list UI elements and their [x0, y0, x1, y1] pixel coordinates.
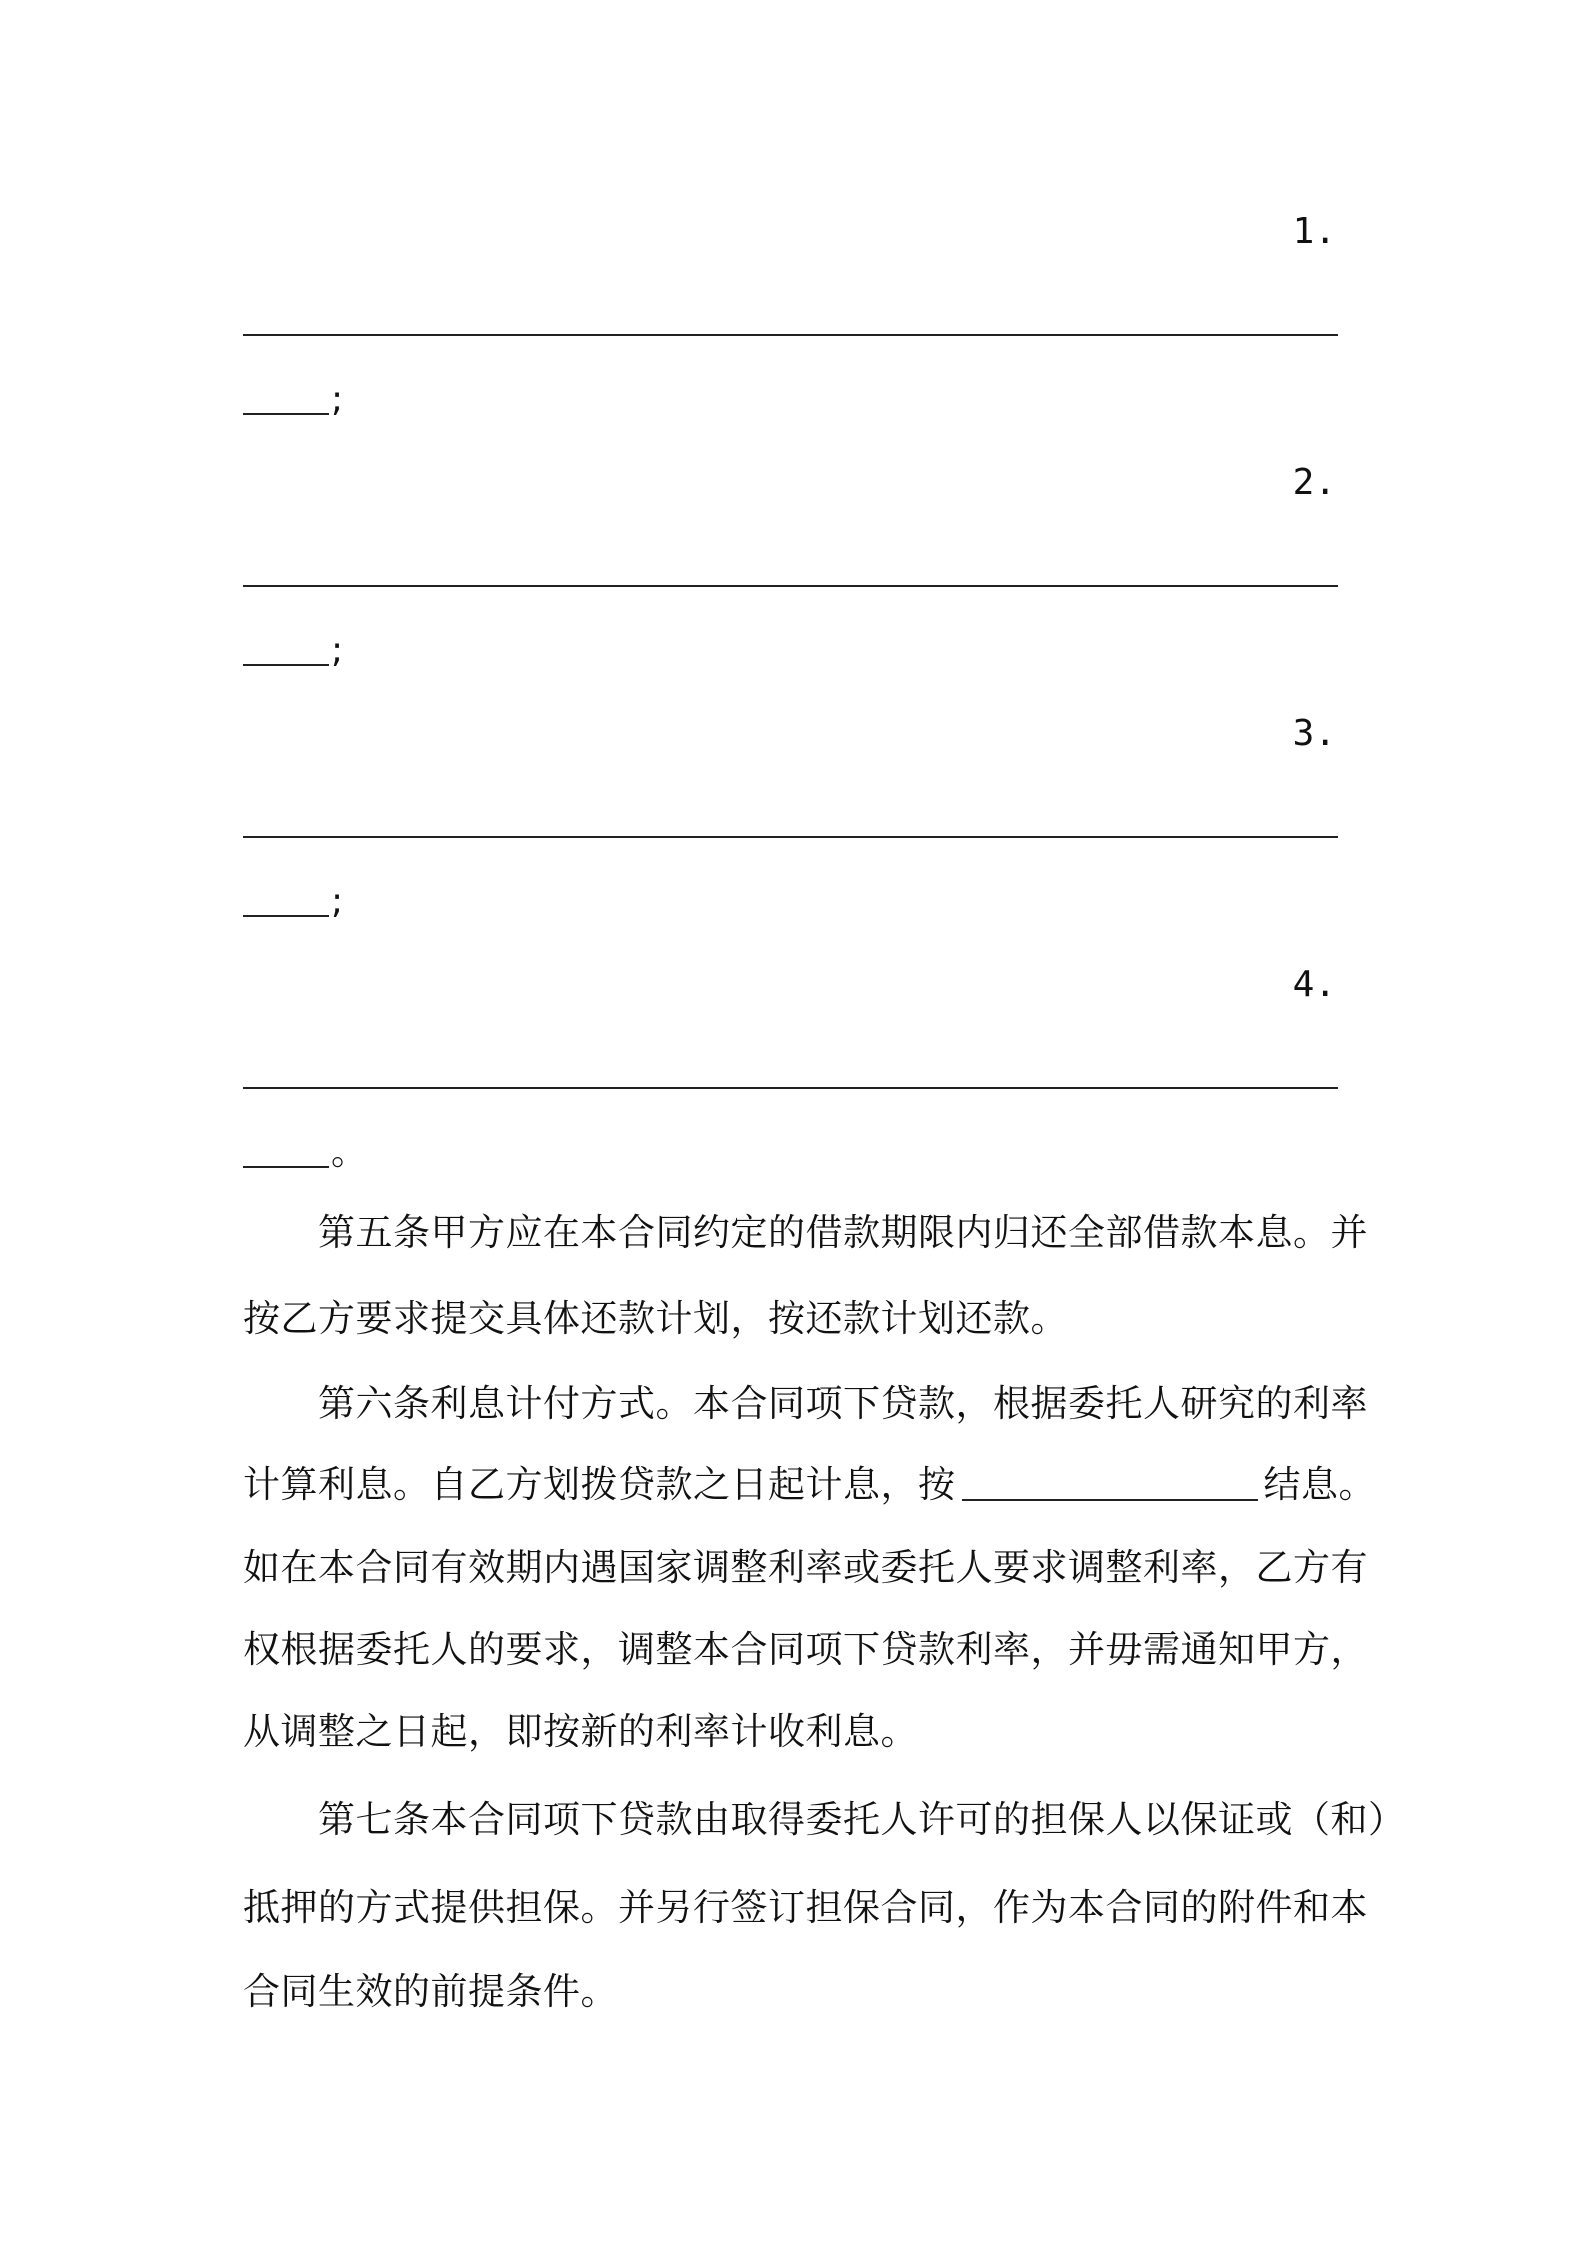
article-7-line: 合同生效的前提条件。 — [243, 1970, 618, 2013]
article-6-text: 结息。 — [1263, 1463, 1376, 1506]
article-5-line: 按乙方要求提交具体还款计划，按还款计划还款。 — [243, 1297, 1068, 1340]
list-item-number: 1. — [1292, 211, 1336, 252]
fill-in-line — [243, 1166, 329, 1168]
article-7-line: 第七条本合同项下贷款由取得委托人许可的担保人以保证或（和） — [318, 1798, 1406, 1841]
fill-in-line — [243, 1087, 1338, 1089]
article-6-line: 从调整之日起，即按新的利率计收利息。 — [243, 1710, 918, 1753]
list-item-end: ; — [331, 881, 344, 922]
article-6-line: 第六条利息计付方式。本合同项下贷款，根据委托人研究的利率 — [318, 1382, 1368, 1425]
list-item-number: 3. — [1292, 713, 1336, 754]
list-item-end: ; — [331, 379, 344, 420]
list-item-end: 。 — [331, 1132, 368, 1173]
fill-in-line — [243, 664, 329, 666]
article-7-line: 抵押的方式提供担保。并另行签订担保合同，作为本合同的附件和本 — [243, 1886, 1368, 1929]
list-item-tail — [243, 629, 343, 673]
article-5-line: 第五条甲方应在本合同约定的借款期限内归还全部借款本息。并 — [318, 1211, 1368, 1254]
list-item-tail — [243, 378, 343, 422]
list-item-number: 4. — [1292, 964, 1336, 1005]
article-6-line: 权根据委托人的要求，调整本合同项下贷款利率，并毋需通知甲方， — [243, 1628, 1368, 1671]
list-item-tail — [243, 880, 343, 924]
list-item-tail — [243, 1131, 367, 1175]
fill-in-line — [243, 413, 329, 415]
list-item-number: 2. — [1292, 462, 1336, 503]
fill-in-line — [962, 1499, 1258, 1501]
fill-in-line — [243, 334, 1338, 336]
fill-in-line — [243, 836, 1338, 838]
article-6-line: 如在本合同有效期内遇国家调整利率或委托人要求调整利率，乙方有 — [243, 1546, 1368, 1589]
article-6-line — [243, 1463, 1376, 1507]
article-6-text: 计算利息。自乙方划拨贷款之日起计息，按 — [243, 1463, 956, 1506]
fill-in-line — [243, 585, 1338, 587]
list-item-end: ; — [331, 630, 344, 671]
fill-in-line — [243, 915, 329, 917]
